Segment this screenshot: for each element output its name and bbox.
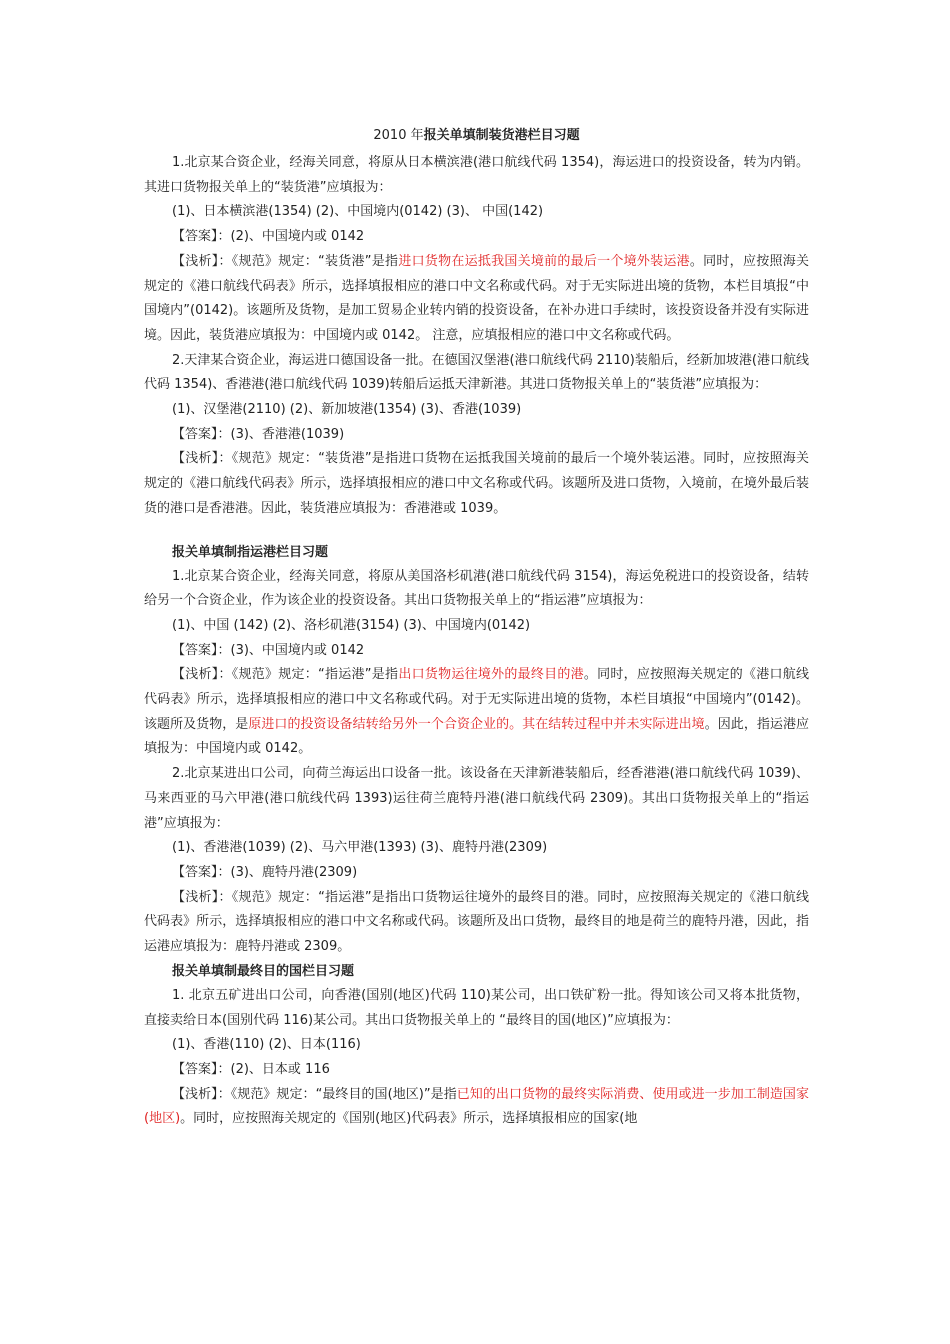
s3-q1-analysis [144, 1083, 809, 1132]
s1-q1-analysis-b: 。同时，应按照海关规定的《港口航线代码表》所示，选择填报相应的港口中文名称或代码。对于无实际进出境的货物，本栏目填报“中国境内”(0142)。该题所及货物，是加工贸易企业转内销的投资设备，在补办进口手续时，该投资设备并没有实际进境。因此，装货港应填报为：中国境内或 0142。 注意，应填报相应的港口中文名称或代码。 [144, 253, 809, 343]
s1-q1-text: 1.北京某合资企业，经海关同意，将原从日本横滨港(港口航线代码 1354)，海运进口的投资设备，转为内销。其进口货物报关单上的“装货港”应填报为： [144, 155, 809, 195]
s2-q1-answer: 【答案】：(3)、中国境内或 0142 [172, 642, 365, 658]
s2-q1-analysis-a: 【浅析】：《规范》规定：“指运港”是指 [172, 667, 399, 683]
s2-q1-text: 1.北京某合资企业，经海关同意，将原从美国洛杉矶港(港口航线代码 3154)，海运免税进口的投资设备，结转给另一个合资企业，作为该企业的投资设备。其出口货物报关单上的“指运港”应填报为： [144, 568, 809, 609]
s1-q2-answer: 【答案】：(3)、香港港(1039) [172, 426, 345, 442]
s2-q2-text: 2.北京某进出口公司，向荷兰海运出口设备一批。该设备在天津新港装船后，经香港港(港口航线代码 1039)、马来西亚的马六甲港(港口航线代码 1393)运往荷兰鹿特丹港(港口航线代码 2309)。其出口货物报关单上的“指运港”应填报为： [144, 766, 809, 831]
s1-q1-analysis-a: 【浅析】：《规范》规定：“装货港”是指 [172, 253, 399, 269]
s1-q1-analysis-highlight: 进口货物在运抵我国关境前的最后一个境外装运港 [398, 253, 690, 269]
s2-q2-options: (1)、香港港(1039) (2)、马六甲港(1393) (3)、鹿特丹港(2309) [172, 840, 548, 856]
s1-q1-answer: 【答案】：(2)、中国境内或 0142 [172, 229, 365, 245]
s2-q1-analysis-highlight-2: 原进口的投资设备结转给另外一个合资企业的。其在结转过程中并未实际进出境 [248, 716, 705, 732]
s2-q2-analysis: 【浅析】：《规范》规定：“指运港”是指出口货物运往境外的最终目的港。同时，应按照海关规定的《港口航线代码表》所示，选择填报相应的港口中文名称或代码。该题所及出口货物，最终目的地是荷兰的鹿特丹港，因此，指运港应填报为：鹿特丹港或 2309。 [144, 889, 809, 955]
s3-q1-analysis-highlight: 已知的出口货物的最终实际消费、使用或进一步加工制造国家(地区) [144, 1086, 809, 1127]
s3-q1-answer: 【答案】：(2)、日本或 116 [172, 1061, 330, 1077]
s3-q1-options: (1)、香港(110) (2)、日本(116) [172, 1037, 361, 1053]
document-title [144, 126, 809, 146]
s1-q2-text: 2.天津某合资企业，海运进口德国设备一批。在德国汉堡港(港口航线代码 2110)装船后，经新加坡港(港口航线代码 1354)、香港港(港口航线代码 1039)转船后运抵天津新港。其进口货物报关单上的“装货港”应填报为： [144, 352, 809, 393]
s3-q1-text: 1. 北京五矿进出口公司，向香港(国别(地区)代码 110)某公司，出口铁矿粉一批。得知该公司又将本批货物，直接卖给日本(国别代码 116)某公司。其出口货物报关单上的 “最终目的国(地区)”应填报为： [144, 987, 809, 1028]
s2-q1-analysis-c: 。因此，指运港应填报为：中国境内或 0142。 [144, 716, 809, 757]
s2-q2-answer: 【答案】：(3)、鹿特丹港(2309) [172, 864, 358, 880]
s2-heading: 报关单填制指运港栏目习题 [172, 544, 329, 560]
s1-q2-analysis: 【浅析】：《规范》规定：“装货港”是指进口货物在运抵我国关境前的最后一个境外装运港。同时，应按照海关规定的《港口航线代码表》所示，选择填报相应的港口中文名称或代码。该题所及进口货物，入境前，在境外最后装货的港口是香港港。因此，装货港应填报为：香港港或 1039。 [144, 451, 809, 516]
s2-q1-analysis [144, 663, 809, 762]
s1-q2-options: (1)、汉堡港(2110) (2)、新加坡港(1354) (3)、香港(1039) [172, 402, 522, 418]
title-main: 报关单填制装货港栏目习题 [423, 128, 580, 143]
section-gap [144, 522, 809, 541]
s2-q1-options: (1)、中国 (142) (2)、洛杉矶港(3154) (3)、中国境内(0142) [172, 617, 531, 633]
s2-q1-analysis-highlight-1: 出口货物运往境外的最终目的港 [398, 667, 584, 683]
s2-q1-analysis-b: 。同时，应按照海关规定的《港口航线代码表》所示，选择填报相应的港口中文名称或代码。对于无实际进出境的货物，本栏目填报“中国境内”(0142)。该题所及货物，是 [144, 667, 809, 732]
s1-q1-analysis [144, 250, 809, 349]
s3-heading: 报关单填制最终目的国栏目习题 [172, 963, 355, 979]
document-body [144, 126, 809, 1132]
s1-q1-options: (1)、日本横滨港(1354) (2)、中国境内(0142) (3)、 中国(142) [172, 204, 544, 220]
s3-q1-analysis-a: 【浅析】：《规范》规定：“最终目的国(地区)”是指 [172, 1086, 457, 1102]
title-prefix: 2010 年 [373, 128, 424, 143]
s3-q1-analysis-b: 。同时，应按照海关规定的《国别(地区)代码表》所示，选择填报相应的国家(地 [180, 1111, 638, 1127]
